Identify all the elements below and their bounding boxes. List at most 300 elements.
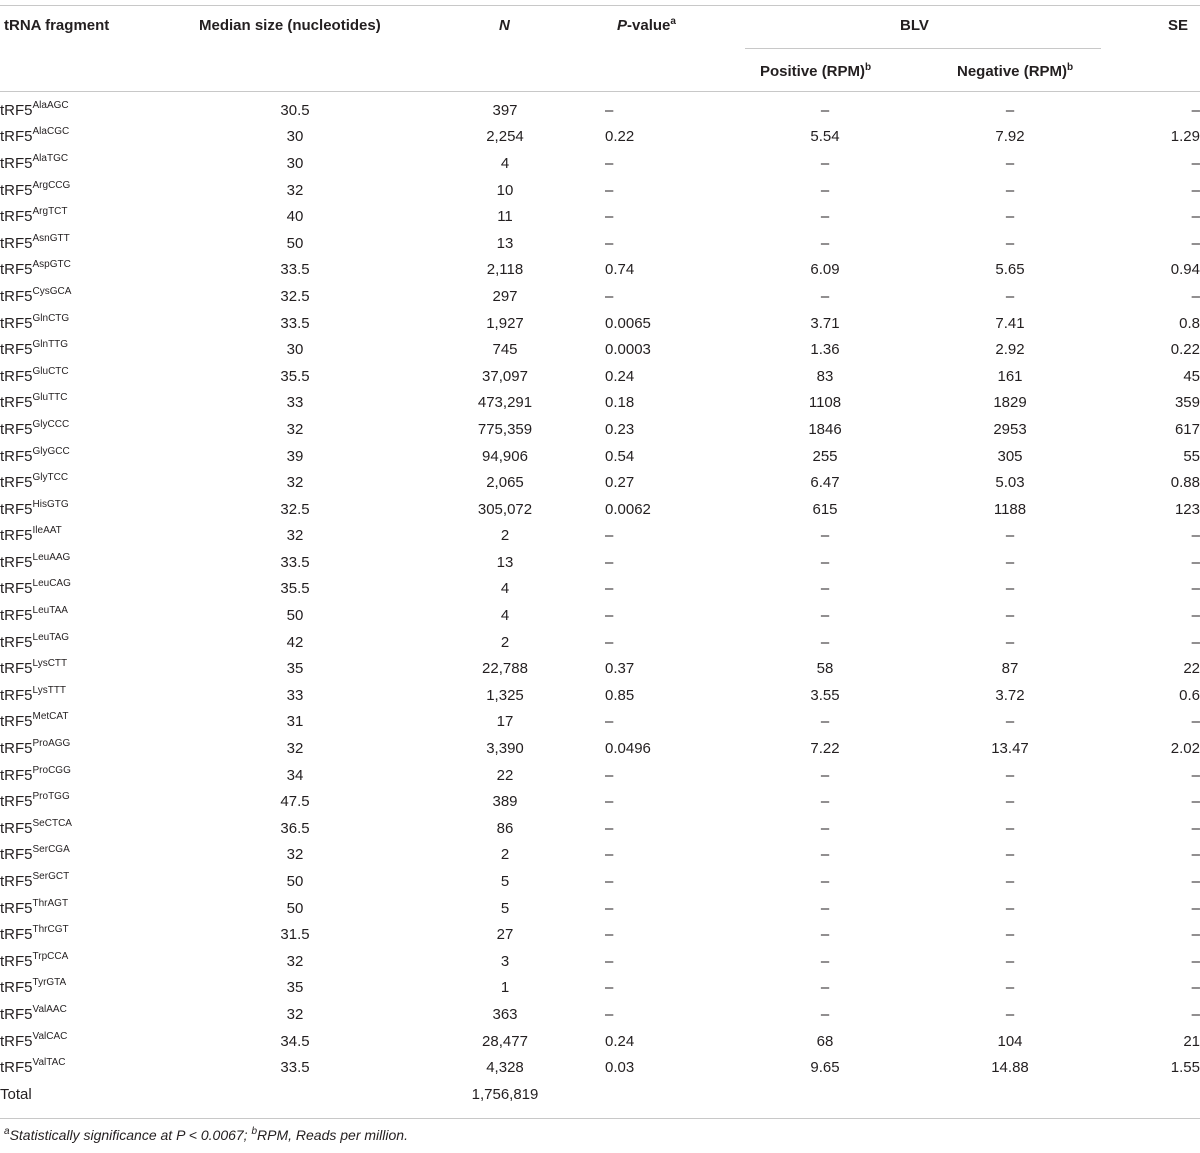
table-row [0,177,1200,204]
negative-cell: – [1005,846,1015,864]
n-cell: 4 [500,154,510,172]
negative-cell: – [1005,766,1015,784]
table-row [0,549,1200,576]
fragment-cell [0,416,185,443]
fragment-cell [0,230,185,257]
header-rule [0,91,1200,92]
negative-cell: 3.72 [995,686,1025,704]
positive-cell: – [820,154,830,172]
fragment-prefix: tRF5 [0,474,33,492]
table-row [0,682,1200,709]
table-row [0,390,1200,417]
median-cell: 32.5 [280,500,310,518]
pvalue-cell: – [605,713,614,731]
table-row [0,469,1200,496]
fragment-prefix: tRF5 [0,873,33,891]
negative-cell: – [1005,101,1015,119]
table-row [0,97,1200,124]
median-cell: 36.5 [280,819,310,837]
pvalue-cell: 0.18 [605,394,635,412]
fragment-prefix: tRF5 [0,1005,33,1023]
negative-cell: – [1005,633,1015,651]
fragment-prefix: tRF5 [0,793,33,811]
table-row [0,1028,1200,1055]
positive-cell: – [820,234,830,252]
table-row [0,948,1200,975]
fragment-superscript: SeCTCA [32,817,72,829]
table-row [0,921,1200,948]
fragment-superscript: HisGTG [32,498,69,510]
positive-cell: – [820,873,830,891]
total-n: 1,756,819 [471,1085,539,1103]
fragment-cell [0,496,185,523]
total-label: Total [0,1085,32,1103]
fragment-cell [0,523,185,550]
positive-cell: – [820,607,830,625]
fragment-prefix: tRF5 [0,394,33,412]
fragment-superscript: CysGCA [32,285,72,297]
median-cell: 35 [286,979,304,997]
median-cell: 32.5 [280,287,310,305]
se-cell: – [1191,952,1200,970]
positive-cell: 3.55 [810,686,840,704]
fragment-superscript: LeuCAG [32,578,71,590]
se-cell: 0.88 [1170,474,1200,492]
pvalue-cell: – [605,208,614,226]
table-row [0,629,1200,656]
pvalue-cell: 0.54 [605,447,635,465]
pvalue-cell: 0.23 [605,420,635,438]
n-cell: 2 [500,846,510,864]
fragment-superscript: ProTGG [32,791,70,803]
se-cell: 0.6 [1179,686,1200,704]
table-row [0,762,1200,789]
positive-cell: – [820,553,830,571]
fragment-superscript: GlyGCC [32,445,70,457]
n-cell: 1,927 [486,314,524,332]
n-cell: 22,788 [482,660,528,678]
negative-cell: – [1005,580,1015,598]
fragment-cell [0,336,185,363]
header-pvalue: P-value$^a$ [617,16,676,34]
fragment-cell [0,363,185,390]
pvalue-cell: – [605,553,614,571]
fragment-cell [0,283,185,310]
negative-cell: – [1005,287,1015,305]
negative-cell: – [1005,952,1015,970]
positive-cell: – [820,846,830,864]
pvalue-cell: – [605,952,614,970]
header-blv: BLV [900,17,929,34]
fragment-superscript: GluTTC [32,392,68,404]
pvalue-cell: – [605,527,614,545]
pvalue-cell: – [605,607,614,625]
negative-cell: 2.92 [995,341,1025,359]
se-cell: – [1191,234,1200,252]
n-cell: 1 [500,979,510,997]
pvalue-cell: 0.03 [605,1059,635,1077]
fragment-superscript: ValAAC [32,1003,67,1015]
top-rule [0,5,1200,6]
se-cell: – [1191,633,1200,651]
negative-cell: 5.03 [995,474,1025,492]
median-cell: 30 [286,154,304,172]
positive-cell: – [820,793,830,811]
se-cell: 0.22 [1170,341,1200,359]
pvalue-cell: – [605,234,614,252]
median-cell: 33.5 [280,553,310,571]
table-row [0,363,1200,390]
table-row [0,735,1200,762]
pvalue-cell: – [605,181,614,199]
fragment-cell [0,1054,185,1081]
median-cell: 32 [286,181,304,199]
fragment-cell [0,842,185,869]
negative-cell: – [1005,607,1015,625]
median-cell: 33.5 [280,314,310,332]
n-cell: 22 [496,766,514,784]
n-cell: 11 [497,208,513,226]
negative-cell: – [1005,899,1015,917]
se-cell: 0.8 [1179,314,1200,332]
fragment-prefix: tRF5 [0,420,33,438]
fragment-cell [0,762,185,789]
pvalue-cell: 0.22 [605,128,635,146]
negative-cell: – [1005,527,1015,545]
se-cell: 123 [1174,500,1200,518]
median-cell: 50 [286,873,304,891]
pvalue-cell: 0.0062 [605,500,651,518]
footnote: $^a$Statistically significance at P < 0.0067; $^b$RPM, Reads per million. [4,1126,408,1143]
median-cell: 35 [286,660,304,678]
se-cell: – [1191,607,1200,625]
se-cell: – [1191,101,1200,119]
fragment-superscript: AlaTGC [32,152,69,164]
n-cell: 37,097 [482,367,528,385]
fragment-prefix: tRF5 [0,261,33,279]
n-cell: 17 [496,713,514,731]
table-row [0,842,1200,869]
negative-cell: – [1005,819,1015,837]
fragment-cell [0,709,185,736]
fragment-prefix: tRF5 [0,660,33,678]
table-row [0,1054,1200,1081]
positive-cell: – [820,766,830,784]
table-row [0,416,1200,443]
n-cell: 10 [496,181,514,199]
negative-cell: 7.41 [995,314,1025,332]
fragment-cell [0,602,185,629]
n-cell: 86 [496,819,514,837]
median-cell: 32 [286,846,304,864]
median-cell: 32 [286,527,304,545]
pvalue-cell: – [605,154,614,172]
positive-cell: 58 [816,660,834,678]
se-cell: – [1191,793,1200,811]
negative-cell: – [1005,234,1015,252]
fragment-prefix: tRF5 [0,979,33,997]
data-table [0,97,1200,1108]
fragment-cell [0,576,185,603]
se-cell: – [1191,580,1200,598]
fragment-prefix: tRF5 [0,926,33,944]
pvalue-cell: – [605,1005,614,1023]
median-cell: 50 [286,607,304,625]
fragment-cell [0,1028,185,1055]
fragment-cell [0,788,185,815]
pvalue-cell: – [605,873,614,891]
table-row [0,975,1200,1002]
positive-cell: 3.71 [810,314,840,332]
fragment-superscript: GlyCCC [32,418,70,430]
fragment-prefix: tRF5 [0,686,33,704]
table-row [0,709,1200,736]
table-row [0,124,1200,151]
positive-cell: – [820,527,830,545]
n-cell: 5 [500,873,510,891]
positive-cell: – [820,1005,830,1023]
pvalue-cell: 0.85 [605,686,635,704]
negative-cell: 104 [997,1032,1023,1050]
fragment-prefix: tRF5 [0,234,33,252]
fragment-cell [0,655,185,682]
fragment-superscript: GlyTCC [32,472,69,484]
fragment-superscript: ProCGG [32,764,71,776]
fragment-cell [0,150,185,177]
negative-cell: 2953 [993,420,1027,438]
table-row [0,310,1200,337]
fragment-cell [0,629,185,656]
se-cell: – [1191,1005,1200,1023]
negative-cell: 14.88 [991,1059,1029,1077]
fragment-prefix: tRF5 [0,314,33,332]
positive-cell: – [820,713,830,731]
median-cell: 39 [286,447,304,465]
fragment-prefix: tRF5 [0,1032,33,1050]
fragment-cell [0,921,185,948]
positive-cell: – [820,181,830,199]
n-cell: 5 [500,899,510,917]
fragment-cell [0,124,185,151]
median-cell: 33 [286,394,304,412]
median-cell: 50 [286,234,304,252]
negative-cell: 161 [997,367,1023,385]
se-cell: – [1191,181,1200,199]
negative-cell: 7.92 [995,128,1025,146]
median-cell: 50 [286,899,304,917]
negative-cell: – [1005,926,1015,944]
positive-cell: – [820,208,830,226]
median-cell: 47.5 [280,793,310,811]
fragment-prefix: tRF5 [0,341,33,359]
positive-cell: 615 [812,500,838,518]
positive-cell: – [820,926,830,944]
se-cell: – [1191,713,1200,731]
fragment-superscript: LeuTAG [32,631,70,643]
median-cell: 31 [286,713,304,731]
table-row [0,895,1200,922]
fragment-cell [0,868,185,895]
se-cell: 21 [1183,1032,1200,1050]
negative-cell: – [1005,208,1015,226]
positive-cell: – [820,819,830,837]
n-cell: 473,291 [477,394,533,412]
se-cell: 22 [1183,660,1200,678]
n-cell: 297 [492,287,518,305]
positive-cell: 255 [812,447,838,465]
median-cell: 32 [286,474,304,492]
table-row [0,523,1200,550]
median-cell: 30.5 [280,101,310,119]
n-cell: 775,359 [477,420,533,438]
fragment-superscript: ThrCGT [32,924,69,936]
pvalue-cell: – [605,287,614,305]
table-row [0,655,1200,682]
pvalue-cell: 0.74 [605,261,635,279]
n-cell: 2,254 [486,128,524,146]
positive-cell: – [820,979,830,997]
fragment-prefix: tRF5 [0,447,33,465]
se-cell: – [1191,766,1200,784]
negative-cell: – [1005,979,1015,997]
table-row [0,496,1200,523]
pvalue-cell: 0.24 [605,1032,635,1050]
n-cell: 745 [492,341,518,359]
pvalue-cell: – [605,979,614,997]
positive-cell: 1.36 [810,341,840,359]
fragment-superscript: LeuTAA [32,605,68,617]
fragment-prefix: tRF5 [0,500,33,518]
fragment-superscript: GlnCTG [32,312,70,324]
bottom-rule [0,1118,1200,1119]
table-row [0,203,1200,230]
fragment-superscript: AlaCGC [32,126,70,138]
median-cell: 32 [286,952,304,970]
fragment-cell [0,895,185,922]
n-cell: 3,390 [486,740,524,758]
median-cell: 35.5 [280,580,310,598]
fragment-superscript: TrpCCA [32,950,69,962]
fragment-cell [0,1001,185,1028]
negative-cell: – [1005,154,1015,172]
se-cell: – [1191,979,1200,997]
fragment-prefix: tRF5 [0,766,33,784]
fragment-cell [0,203,185,230]
median-cell: 31.5 [280,926,310,944]
table-row [0,815,1200,842]
median-cell: 32 [286,420,304,438]
fragment-prefix: tRF5 [0,846,33,864]
se-cell: – [1191,846,1200,864]
fragment-cell [0,682,185,709]
table-row [0,336,1200,363]
fragment-prefix: tRF5 [0,181,33,199]
median-cell: 35.5 [280,367,310,385]
n-cell: 4 [500,607,510,625]
fragment-superscript: ProAGG [32,738,71,750]
fragment-cell [0,975,185,1002]
negative-cell: 87 [1001,660,1019,678]
table-row [0,868,1200,895]
fragment-cell [0,310,185,337]
fragment-superscript: SerGCT [32,871,70,883]
fragment-superscript: LeuAAG [32,551,71,563]
se-cell: – [1191,873,1200,891]
table-row [0,1001,1200,1028]
fragment-superscript: AsnGTT [32,232,70,244]
se-cell: – [1191,926,1200,944]
se-cell: 0.94 [1170,261,1200,279]
fragment-prefix: tRF5 [0,287,33,305]
median-cell: 33.5 [280,1059,310,1077]
fragment-cell [0,97,185,124]
se-cell: 45 [1183,367,1200,385]
fragment-prefix: tRF5 [0,607,33,625]
pvalue-cell: – [605,846,614,864]
table-row [0,283,1200,310]
se-cell: – [1191,208,1200,226]
positive-cell: 6.47 [810,474,840,492]
se-cell: – [1191,899,1200,917]
header-fragment: tRNA fragment [4,17,110,34]
fragment-prefix: tRF5 [0,367,33,385]
table-row [0,602,1200,629]
positive-cell: 1846 [808,420,842,438]
n-cell: 1,325 [486,686,524,704]
n-cell: 4,328 [486,1059,524,1077]
fragment-superscript: MetCAT [32,711,69,723]
fragment-cell [0,735,185,762]
table-row [0,230,1200,257]
header-median: Median size (nucleotides) [199,17,381,34]
pvalue-cell: – [605,793,614,811]
pvalue-cell: – [605,101,614,119]
fragment-prefix: tRF5 [0,740,33,758]
positive-cell: – [820,633,830,651]
table-row [0,576,1200,603]
median-cell: 32 [286,740,304,758]
fragment-prefix: tRF5 [0,527,33,545]
negative-cell: – [1005,793,1015,811]
fragment-cell [0,390,185,417]
pvalue-cell: – [605,819,614,837]
positive-cell: – [820,101,830,119]
median-cell: 33 [286,686,304,704]
pvalue-cell: 0.0496 [605,740,651,758]
fragment-superscript: LysCTT [32,658,68,670]
table-row [0,788,1200,815]
fragment-superscript: TyrGTA [32,977,67,989]
positive-cell: 9.65 [810,1059,840,1077]
n-cell: 3 [500,952,510,970]
fragment-cell [0,443,185,470]
negative-cell: 305 [997,447,1023,465]
se-cell: – [1191,154,1200,172]
n-cell: 2 [500,527,510,545]
negative-cell: – [1005,553,1015,571]
se-cell: – [1191,819,1200,837]
n-cell: 4 [500,580,510,598]
n-cell: 305,072 [477,500,533,518]
fragment-superscript: GlnTTG [32,339,69,351]
median-cell: 34.5 [280,1032,310,1050]
fragment-prefix: tRF5 [0,1059,33,1077]
n-cell: 2,065 [486,474,524,492]
header-negative: Negative (RPM)$^b$ [957,62,1074,80]
header-se: SE [1168,17,1189,34]
pvalue-cell: 0.24 [605,367,635,385]
negative-cell: 5.65 [995,261,1025,279]
